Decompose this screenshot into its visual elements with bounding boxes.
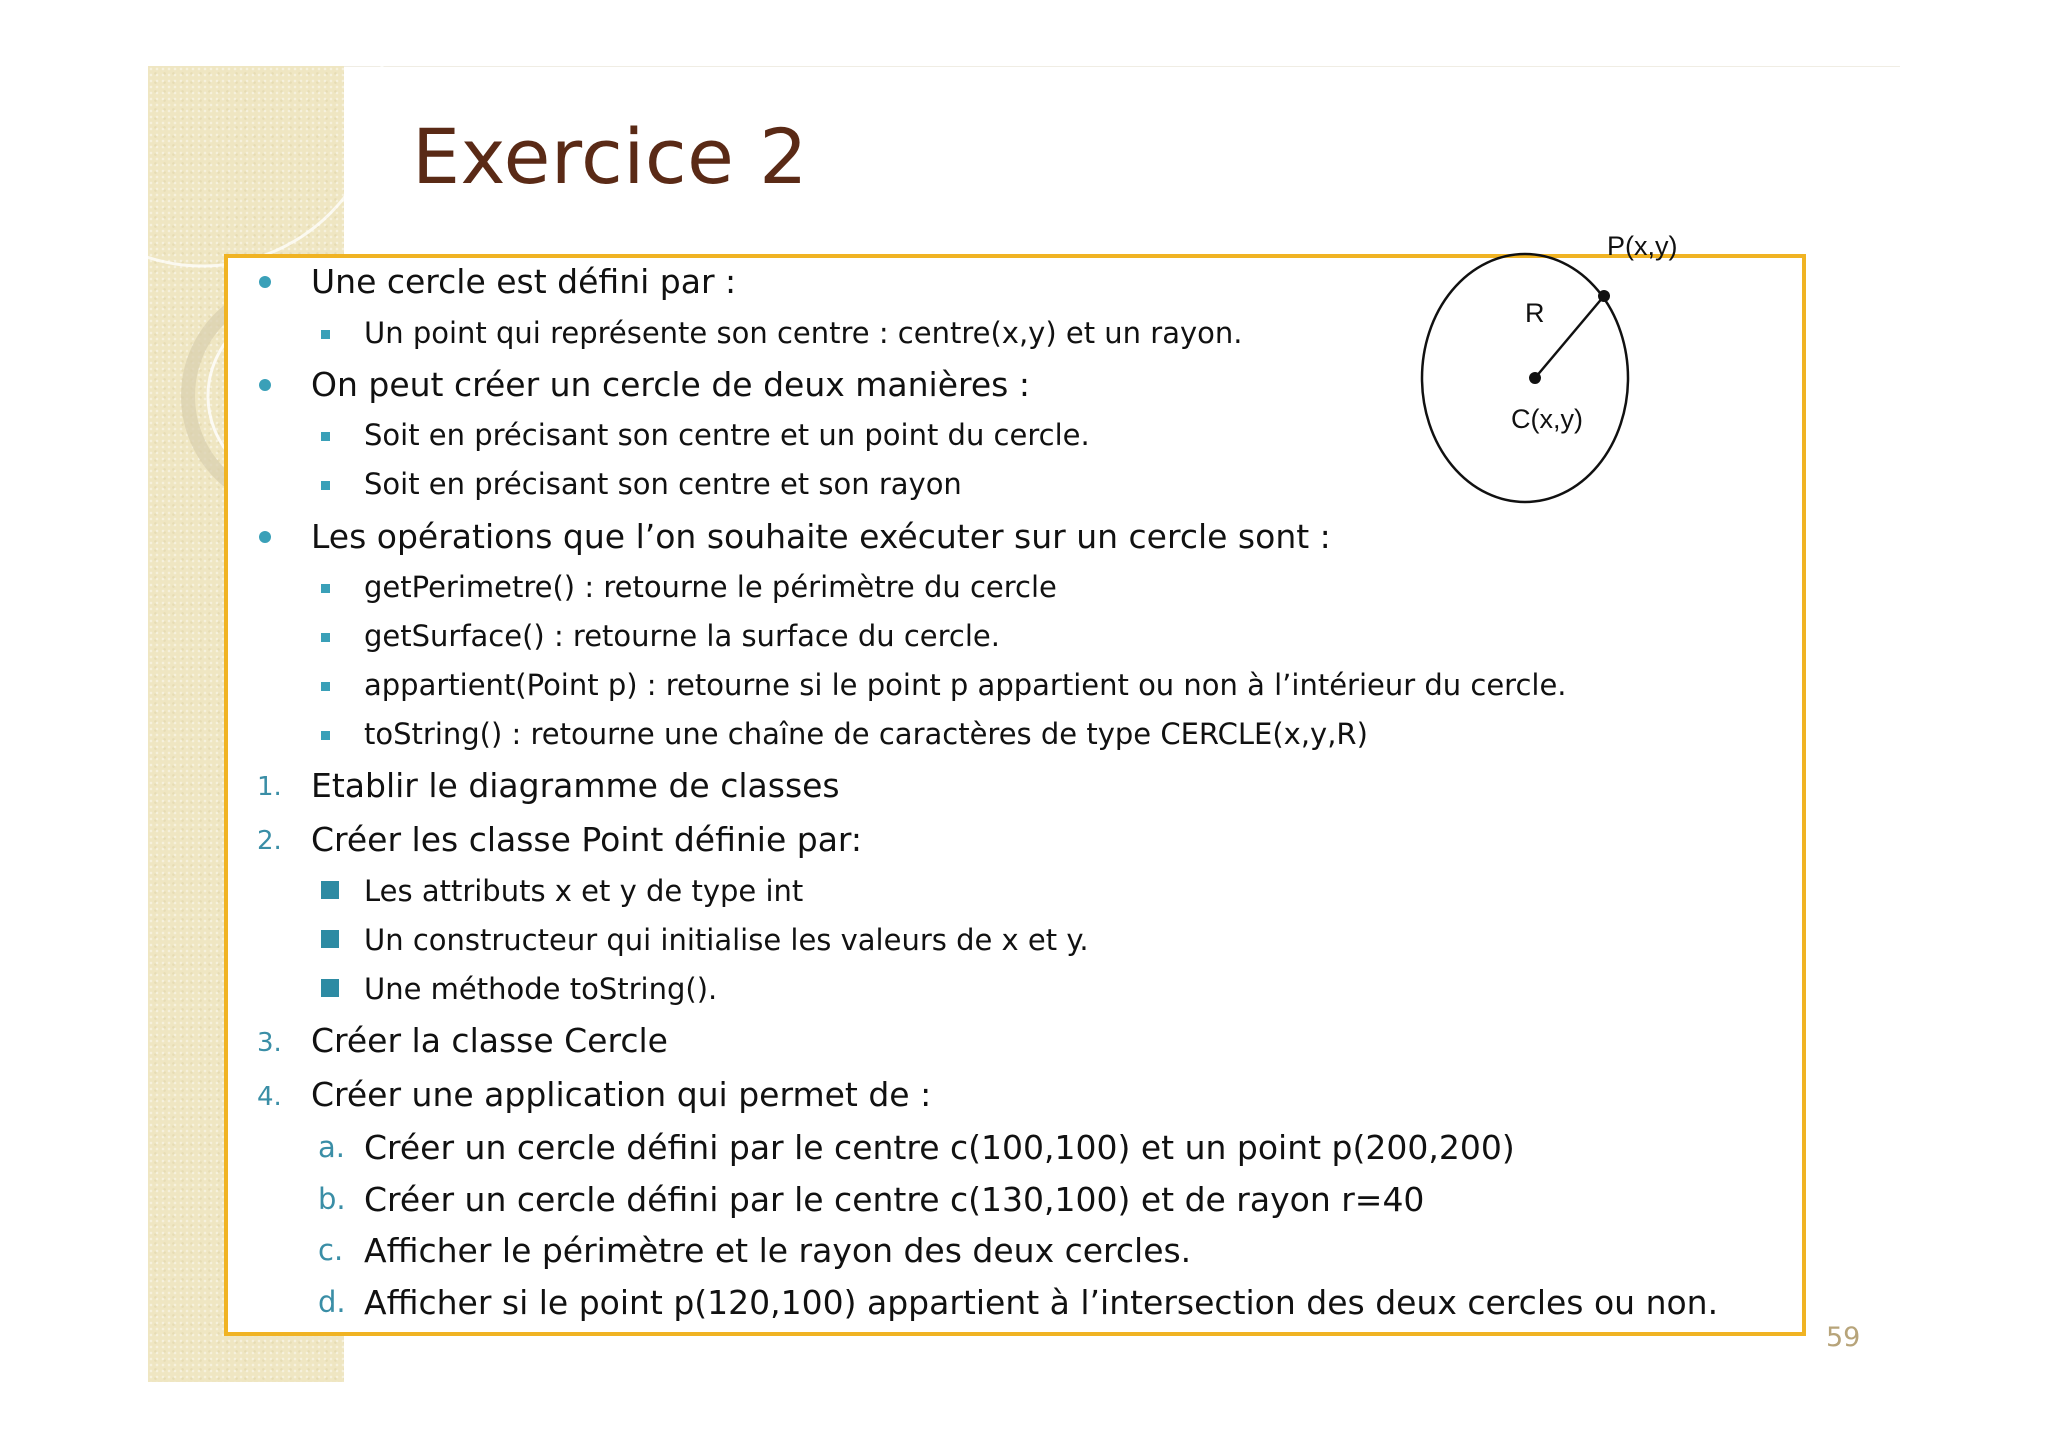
task-text: Créer un cercle défini par le centre c(130,100) et de rayon r=40 (364, 1180, 1425, 1219)
center-label: C(x,y) (1511, 404, 1583, 434)
sub-bullet-text: appartient(Point p) : retourne si le point p appartient ou non à l’intérieur du cercle. (364, 668, 1567, 702)
task-letter: b. (318, 1182, 346, 1216)
sub-bullet-square-icon (321, 731, 330, 740)
sub-bullet-text: Un constructeur qui initialise les valeurs de x et y. (364, 923, 1089, 957)
sub-bullet-text: Un point qui représente son centre : centre(x,y) et un rayon. (364, 316, 1243, 350)
bullet-text: Une cercle est défini par : (311, 262, 737, 301)
task-text: Afficher le périmètre et le rayon des deux cercles. (364, 1231, 1192, 1270)
step-number: 1. (257, 772, 282, 802)
bullet-text: On peut créer un cercle de deux manières : (311, 365, 1030, 404)
sub-bullet-square-icon (321, 881, 339, 899)
sub-bullet-square-icon (321, 584, 330, 593)
sub-bullet-square-icon (321, 633, 330, 642)
sub-bullet-square-icon (321, 979, 339, 997)
bullet-dot-icon (259, 531, 271, 543)
sub-bullet-text: getPerimetre() : retourne le périmètre du cercle (364, 570, 1057, 604)
perimeter-point (1598, 290, 1610, 302)
step-number: 2. (257, 826, 282, 856)
bullet-dot-icon (259, 379, 271, 391)
step-number: 3. (257, 1028, 282, 1058)
bullet-dot-icon (259, 276, 271, 288)
radius-label: R (1525, 298, 1545, 328)
step-number: 4. (257, 1082, 282, 1112)
sub-bullet-square-icon (321, 432, 330, 441)
task-text: Afficher si le point p(120,100) appartient à l’intersection des deux cercles ou non. (364, 1283, 1719, 1322)
task-letter: c. (318, 1233, 344, 1267)
circle-diagram (1400, 230, 1700, 510)
sub-bullet-text: getSurface() : retourne la surface du cercle. (364, 619, 1000, 653)
task-text: Créer un cercle défini par le centre c(100,100) et un point p(200,200) (364, 1128, 1515, 1167)
sub-bullet-square-icon (321, 682, 330, 691)
sub-bullet-square-icon (321, 930, 339, 948)
point-label: P(x,y) (1607, 231, 1678, 261)
step-text: Créer la classe Cercle (311, 1021, 668, 1060)
sub-bullet-square-icon (321, 330, 330, 339)
page-number: 59 (1826, 1322, 1861, 1353)
task-letter: d. (318, 1285, 346, 1319)
radius-line (1535, 296, 1604, 378)
step-text: Créer les classe Point définie par: (311, 820, 863, 859)
task-letter: a. (318, 1130, 345, 1164)
slide-title: Exercice 2 (412, 112, 808, 201)
step-text: Etablir le diagramme de classes (311, 766, 840, 805)
sub-bullet-text: Soit en précisant son centre et son rayon (364, 467, 962, 501)
sub-bullet-text: Une méthode toString(). (364, 972, 718, 1006)
step-text: Créer une application qui permet de : (311, 1075, 932, 1114)
sub-bullet-text: Soit en précisant son centre et un point du cercle. (364, 418, 1090, 452)
bullet-text: Les opérations que l’on souhaite exécuter sur un cercle sont : (311, 517, 1331, 556)
sub-bullet-text: toString() : retourne une chaîne de caractères de type CERCLE(x,y,R) (364, 717, 1368, 751)
sub-bullet-text: Les attributs x et y de type int (364, 874, 804, 908)
circle-shape (1422, 254, 1628, 502)
center-point (1529, 372, 1541, 384)
sub-bullet-square-icon (321, 481, 330, 490)
